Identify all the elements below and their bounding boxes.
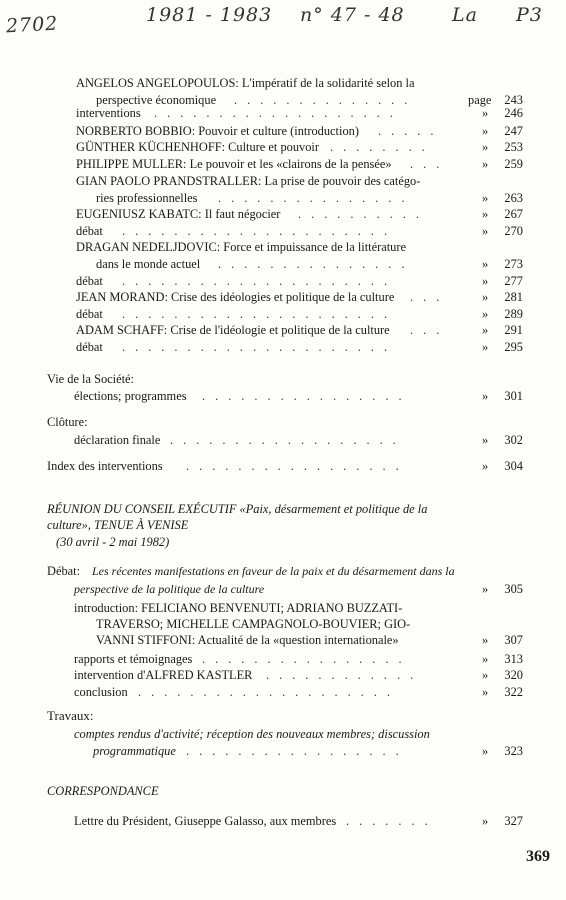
travaux-text: programmatique: [93, 744, 176, 758]
ditto-mark: »: [482, 389, 489, 403]
ditto-mark: »: [482, 106, 489, 120]
ditto-mark: »: [482, 157, 489, 171]
entry-title: PHILIPPE MULLER: Le pouvoir et les «clairons de la pensée»: [76, 157, 392, 171]
leader-dots: .....................: [122, 224, 398, 238]
page-number: 322: [504, 685, 523, 699]
travaux-text: comptes rendus d'activité; réception des nouveaux membres; discussion: [74, 727, 430, 741]
section-heading: CORRESPONDANCE: [47, 784, 159, 798]
section-heading: Vie de la Société:: [47, 372, 134, 386]
entry-continuation: ries professionnelles: [96, 190, 198, 205]
page-number: 302: [504, 433, 523, 447]
handwritten-la: La: [452, 4, 478, 26]
ditto-mark: »: [482, 323, 489, 337]
entry-title: GIAN PAOLO PRANDSTRALLER: La prise de pouvoir des catégo-: [76, 174, 421, 188]
debat-item: intervention d'ALFRED KASTLER: [74, 668, 253, 682]
ditto-mark: »: [482, 290, 489, 304]
page-number: 267: [504, 207, 523, 221]
ditto-mark: »: [482, 307, 489, 321]
page-number: 273: [504, 256, 523, 271]
page-folio: 369: [526, 848, 550, 865]
entry-title: ANGELOS ANGELOPOULOS: L'impératif de la solidarité selon la: [76, 76, 415, 90]
ditto-mark: »: [482, 433, 489, 447]
ditto-mark: »: [482, 224, 489, 238]
page-number: 243: [504, 92, 523, 107]
leader-dots: .....................: [122, 307, 398, 321]
entry-title: débat: [76, 307, 103, 321]
entry-title: interventions: [76, 106, 141, 120]
section-item: déclaration finale: [74, 433, 161, 447]
entry-title: débat: [76, 224, 103, 238]
page-number: 281: [504, 290, 523, 304]
debat-title: Les récentes manifestations en faveur de la paix et du désarmement dans la: [92, 564, 455, 578]
ditto-mark: »: [482, 668, 489, 682]
leader-dots: ..........: [298, 207, 429, 221]
correspondance-entry: Lettre du Président, Giuseppe Galasso, aux membres: [74, 814, 337, 828]
page-number: 320: [504, 668, 523, 682]
page-number: 270: [504, 224, 523, 238]
leader-dots: ...............: [218, 256, 415, 271]
debat-item: rapports et témoignages: [74, 652, 193, 666]
page-label: page: [468, 92, 492, 107]
entry-title: GÜNTHER KÜCHENHOFF: Culture et pouvoir: [76, 140, 319, 154]
page-number: 263: [504, 190, 523, 205]
section-heading: Travaux:: [47, 708, 94, 723]
ditto-mark: »: [482, 685, 489, 699]
entry-title: DRAGAN NEDELJDOVIC: Force et impuissance de la littérature: [76, 240, 406, 254]
leader-dots: .....................: [122, 274, 398, 288]
leader-dots: ...: [410, 290, 450, 304]
ditto-mark: »: [482, 124, 489, 138]
entry-title: JEAN MORAND: Crise des idéologies et politique de la culture: [76, 290, 395, 304]
leader-dots: .................: [186, 459, 409, 473]
ditto-mark: »: [482, 744, 489, 758]
leader-dots: ........: [330, 140, 435, 154]
page-number: 327: [504, 814, 523, 828]
entry-title: débat: [76, 340, 103, 354]
entry-title: NORBERTO BOBBIO: Pouvoir et culture (introduction): [76, 124, 359, 138]
ditto-mark: »: [482, 274, 489, 288]
leader-dots: .................: [186, 744, 409, 758]
index-entry: Index des interventions: [47, 459, 163, 473]
leader-dots: ...................: [154, 106, 403, 120]
page-number: 313: [504, 652, 523, 666]
ditto-mark: »: [482, 652, 489, 666]
leader-dots: ................: [202, 389, 412, 403]
leader-dots: .....: [378, 124, 444, 138]
entry-title: ADAM SCHAFF: Crise de l'idéologie et politique de la culture: [76, 323, 390, 337]
ditto-mark: »: [482, 633, 489, 647]
page-number: 301: [504, 389, 523, 403]
debat-title: perspective de la politique de la culture: [74, 582, 265, 596]
page-number: 323: [504, 744, 523, 758]
page-number: 247: [504, 124, 523, 138]
page-number: 277: [504, 274, 523, 288]
ditto-mark: »: [482, 190, 489, 205]
entry-continuation: dans le monde actuel: [96, 256, 201, 271]
page-number: 253: [504, 140, 523, 154]
leader-dots: .......: [346, 814, 438, 828]
page-number: 307: [504, 633, 523, 647]
page-number: 304: [504, 459, 523, 473]
handwritten-issue: n° 47 - 48: [300, 4, 405, 26]
entry-title: EUGENIUSZ KABATC: Il faut négocier: [76, 207, 281, 221]
page-number: 295: [504, 340, 523, 354]
leader-dots: ....................: [138, 685, 400, 699]
page-number: 305: [504, 582, 523, 596]
leader-dots: ...: [410, 323, 450, 337]
leader-dots: ............: [266, 668, 424, 682]
leader-dots: ..................: [170, 433, 406, 447]
entry-continuation: perspective économique: [96, 92, 217, 107]
ditto-mark: »: [482, 814, 489, 828]
handwritten-code: P3: [516, 4, 543, 26]
reunion-title: RÉUNION DU CONSEIL EXÉCUTIF «Paix, désarmement et politique de la: [47, 502, 428, 516]
debat-intro: VANNI STIFFONI: Actualité de la «question internationale»: [96, 633, 399, 647]
leader-dots: ................: [202, 652, 412, 666]
reunion-dates: (30 avril - 2 mai 1982): [56, 535, 170, 549]
debat-intro: introduction: FELICIANO BENVENUTI; ADRIANO BUZZATI-: [74, 601, 403, 615]
page-number: 259: [504, 157, 523, 171]
ditto-mark: »: [482, 140, 489, 154]
page-number: 246: [504, 106, 523, 120]
page-number: 289: [504, 307, 523, 321]
handwritten-years: 1981 - 1983: [146, 4, 273, 26]
leader-dots: ..............: [234, 92, 418, 107]
leader-dots: ...............: [218, 190, 415, 205]
section-item: élections; programmes: [74, 389, 187, 403]
handwritten-ref: 2702: [5, 12, 59, 38]
ditto-mark: »: [482, 340, 489, 354]
reunion-title: culture», TENUE À VENISE: [47, 518, 189, 532]
ditto-mark: »: [482, 256, 489, 271]
debat-label: Débat:: [47, 564, 81, 578]
debat-item: conclusion: [74, 685, 128, 699]
ditto-mark: »: [482, 459, 489, 473]
entry-title: débat: [76, 274, 103, 288]
debat-intro: TRAVERSO; MICHELLE CAMPAGNOLO-BOUVIER; GIO-: [96, 617, 411, 631]
leader-dots: ...: [410, 157, 450, 171]
page-number: 291: [504, 323, 523, 337]
ditto-mark: »: [482, 582, 489, 596]
leader-dots: .....................: [122, 340, 398, 354]
ditto-mark: »: [482, 207, 489, 221]
section-heading: Clôture:: [47, 415, 88, 429]
